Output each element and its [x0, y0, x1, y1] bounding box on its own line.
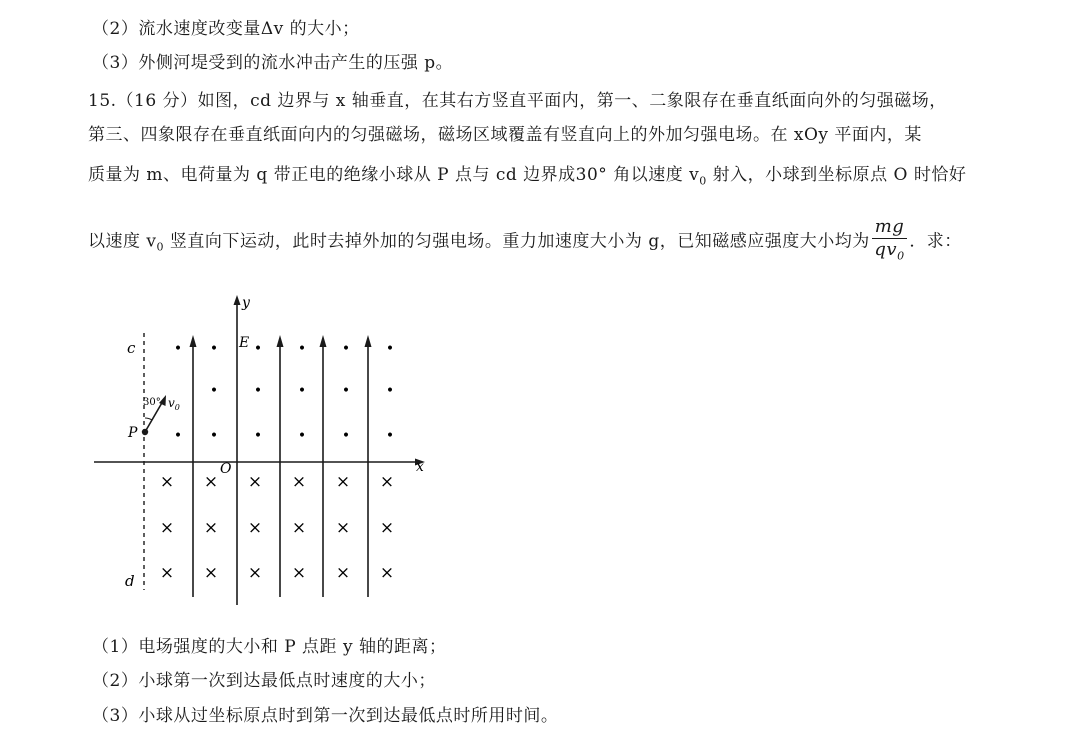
angle-label: 30° [143, 397, 161, 408]
cross-marker: × [291, 563, 307, 583]
cross-marker: × [379, 472, 395, 492]
v0-subscript: 0 [699, 174, 707, 188]
dot-marker: • [297, 428, 307, 444]
cross-marker: × [203, 472, 219, 492]
sub-question-3: （3）小球从过坐标原点时到第一次到达最低点时所用时间。 [92, 706, 559, 726]
dot-marker: • [253, 383, 263, 399]
fraction-den-sub: 0 [897, 249, 905, 263]
v0-label-text: v [168, 396, 175, 410]
field-line-arrow [190, 335, 197, 347]
dot-marker: • [297, 341, 307, 357]
v0-label-sub: 0 [174, 403, 180, 412]
sub-question-2: （2）小球第一次到达最低点时速度的大小； [92, 671, 436, 691]
d-label: d [125, 572, 135, 590]
line-4-text-a: 以速度 v [88, 231, 157, 252]
line-4-text-c: ．求： [909, 231, 962, 252]
dot-marker: • [209, 428, 219, 444]
dot-marker: • [385, 383, 395, 399]
physics-diagram [90, 295, 435, 615]
dot-marker: • [341, 341, 351, 357]
cross-marker: × [335, 472, 351, 492]
cross-marker: × [203, 563, 219, 583]
y-axis-arrow [234, 295, 241, 305]
dot-marker: • [173, 341, 183, 357]
cross-marker: × [335, 563, 351, 583]
line-3-text-a: 质量为 m、电荷量为 q 带正电的绝缘小球从 P 点与 cd 边界成30° 角以速度 v [88, 165, 700, 185]
c-label: c [127, 339, 136, 357]
dot-marker: • [341, 383, 351, 399]
dot-marker: • [173, 428, 183, 444]
x-axis-label: x [416, 459, 424, 475]
v0-subscript: 0 [156, 240, 165, 254]
dot-marker: • [253, 341, 263, 357]
cross-marker: × [159, 472, 175, 492]
cross-marker: × [247, 563, 263, 583]
fraction-den-text: qv [874, 239, 898, 260]
field-fraction [872, 216, 908, 268]
dot-marker: • [209, 341, 219, 357]
y-axis-label: y [242, 295, 250, 311]
dot-marker: • [341, 428, 351, 444]
cross-marker: × [291, 472, 307, 492]
cross-marker: × [247, 472, 263, 492]
dot-marker: • [385, 341, 395, 357]
sub-question-1: （1）电场强度的大小和 P 点距 y 轴的距离； [92, 637, 447, 657]
question-15-line-2: 第三、四象限存在垂直纸面向内的匀强磁场，磁场区域覆盖有竖直向上的外加匀强电场。在 xOy 平面内，某 [88, 125, 922, 145]
field-out-markers [174, 341, 394, 444]
question-15-line-3 [88, 160, 966, 187]
question-15-line-1: 15.（16 分）如图，cd 边界与 x 轴垂直，在其右方竖直平面内，第一、二象限存在垂直纸面向外的匀强磁场， [88, 91, 947, 111]
dot-marker: • [297, 383, 307, 399]
question-15-line-4 [88, 216, 962, 268]
line-4-text-b: 竖直向下运动，此时去掉外加的匀强电场。重力加速度大小为 g，已知磁感应强度大小均为 [164, 231, 870, 252]
origin-label: O [220, 461, 232, 477]
dot-marker: • [253, 428, 263, 444]
p-label: P [128, 425, 138, 441]
dot-marker: • [385, 428, 395, 444]
dot-marker: • [209, 383, 219, 399]
cross-marker: × [203, 518, 219, 538]
cross-marker: × [335, 518, 351, 538]
cross-marker: × [379, 518, 395, 538]
question-14-part-2: （2）流水速度改变量Δv 的大小； [92, 19, 360, 39]
line-3-text-b: 射入，小球到坐标原点 O 时恰好 [706, 165, 967, 185]
v0-label [168, 396, 180, 412]
cross-marker: × [379, 563, 395, 583]
e-field-label: E [239, 335, 250, 351]
field-line-arrow [320, 335, 327, 347]
electric-field-lines [190, 335, 372, 597]
fraction-numerator: mg [872, 216, 908, 239]
field-line-arrow [365, 335, 372, 347]
field-in-markers [160, 472, 394, 583]
cross-marker: × [291, 518, 307, 538]
question-14-part-3: （3）外侧河堤受到的流水冲击产生的压强 p。 [92, 53, 454, 73]
cross-marker: × [159, 563, 175, 583]
angle-arc [145, 418, 152, 420]
cross-marker: × [159, 518, 175, 538]
cross-marker: × [247, 518, 263, 538]
field-line-arrow [277, 335, 284, 347]
fraction-denominator [872, 239, 908, 268]
